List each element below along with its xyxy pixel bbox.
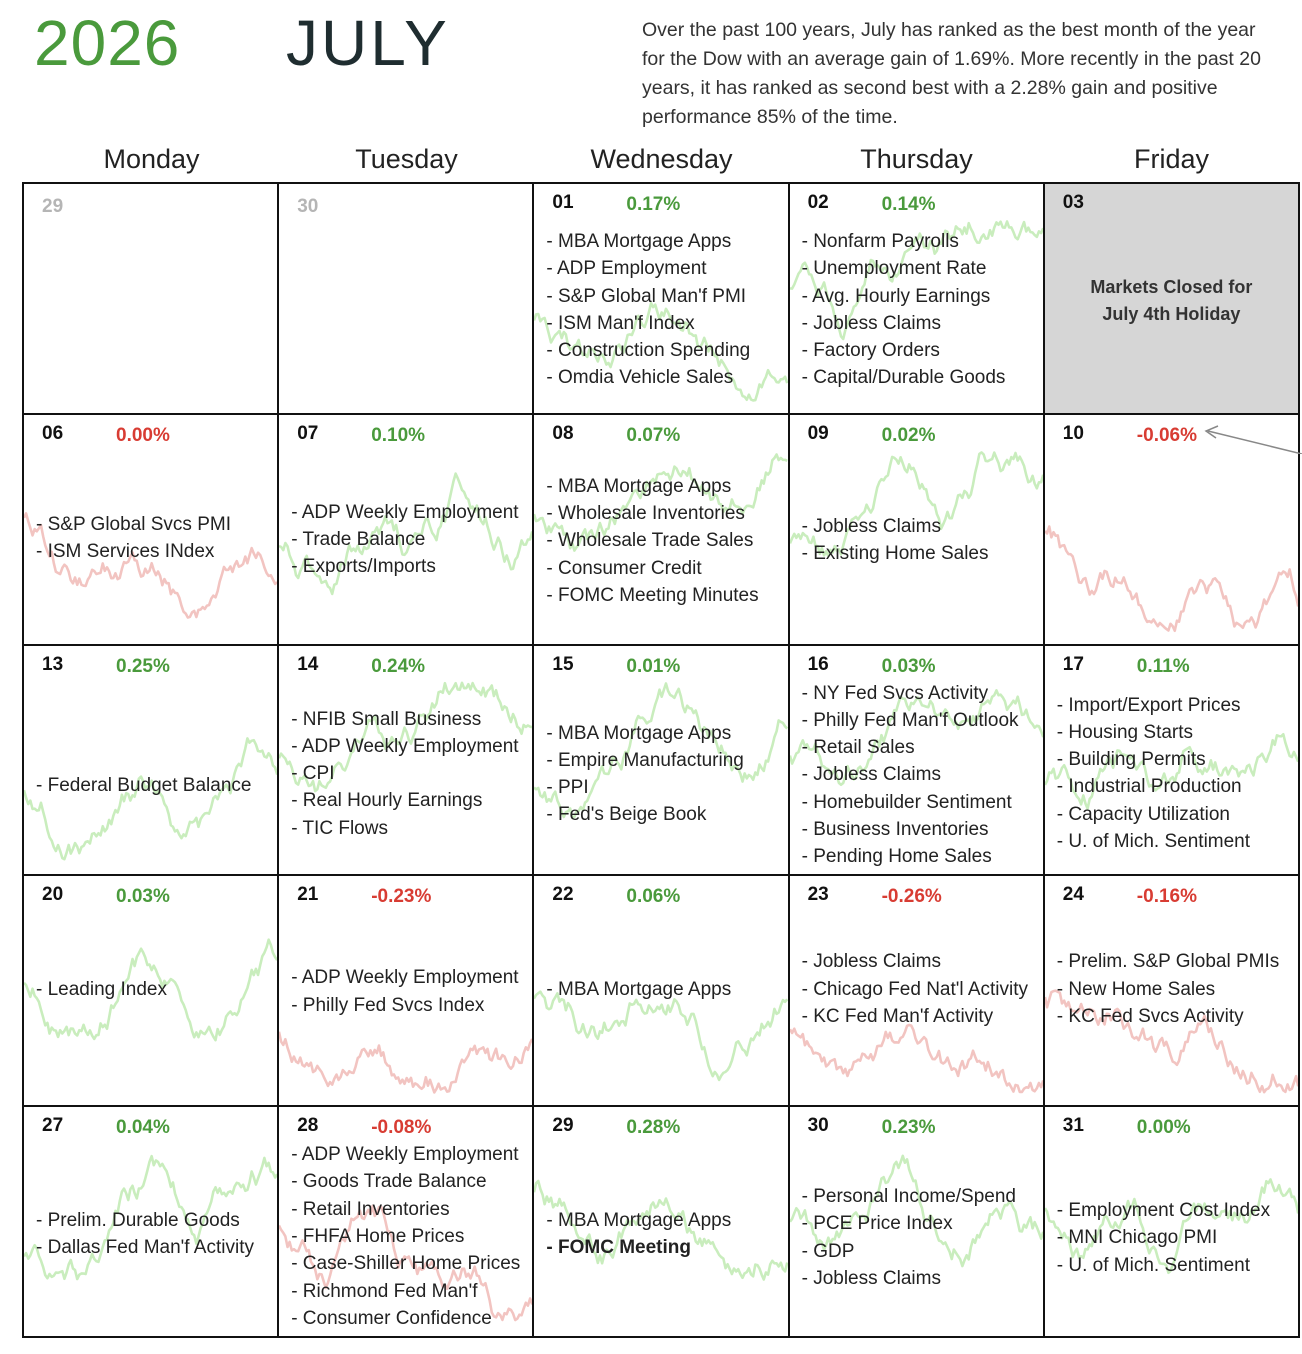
day-cell xyxy=(279,1107,534,1338)
day-number: 03 xyxy=(1062,192,1084,213)
day-cell xyxy=(279,876,534,1107)
year-heading: 2026 xyxy=(34,7,181,79)
market-closed-note: Markets Closed for July 4th Holiday xyxy=(1090,277,1253,324)
economic-event: - Retail Sales xyxy=(801,737,915,759)
economic-event: - KC Fed Svcs Activity xyxy=(1056,1005,1244,1027)
day-number: 14 xyxy=(297,653,319,675)
weekday-thursday: Thursday xyxy=(860,144,973,174)
event-list xyxy=(36,976,273,1003)
day-number: 30 xyxy=(807,1115,829,1137)
event-list xyxy=(36,511,273,566)
day-cell xyxy=(790,184,1045,415)
day-number: 09 xyxy=(807,422,829,444)
day-cell xyxy=(24,415,279,646)
economic-event: - Homebuilder Sentiment xyxy=(801,791,1012,813)
event-list xyxy=(802,1183,1039,1292)
event-list xyxy=(546,228,783,392)
economic-event: - Jobless Claims xyxy=(801,1268,941,1290)
economic-event: - Housing Starts xyxy=(1056,721,1194,743)
annotation-arrow-icon xyxy=(1200,424,1302,454)
avg-change: -0.26% xyxy=(881,886,942,908)
day-cell xyxy=(1045,1107,1300,1338)
avg-change: -0.16% xyxy=(1136,886,1197,908)
economic-event: - Case-Shiller Home Prices xyxy=(291,1253,521,1275)
economic-event: - Empire Manufacturing xyxy=(546,749,744,771)
economic-event: - ADP Weekly Employment xyxy=(291,735,519,757)
event-list xyxy=(546,473,783,609)
economic-event: - Building Permits xyxy=(1056,749,1206,771)
event-list xyxy=(802,680,1039,871)
day-number: 27 xyxy=(42,1115,64,1137)
economic-event: - Construction Spending xyxy=(546,340,751,362)
avg-change: 0.25% xyxy=(116,655,170,677)
event-list xyxy=(802,228,1039,392)
economic-event: - NY Fed Svcs Activity xyxy=(801,682,989,704)
economic-event: - Chicago Fed Nat'l Activity xyxy=(801,978,1029,1000)
weekday-friday: Friday xyxy=(1133,144,1209,174)
day-cell xyxy=(790,1107,1045,1338)
day-cell xyxy=(534,1107,789,1338)
avg-change: 0.06% xyxy=(626,886,681,908)
day-cell xyxy=(279,415,534,646)
economic-event: - ISM Man'f Index xyxy=(546,312,695,334)
day-cell xyxy=(279,184,534,415)
economic-event: - ISM Services INdex xyxy=(36,541,215,563)
economic-event: - Employment Cost Index xyxy=(1056,1200,1271,1222)
economic-event: - CPI xyxy=(291,763,335,785)
economic-event: - TIC Flows xyxy=(291,817,388,839)
avg-change: 0.01% xyxy=(626,655,681,677)
avg-change: 0.17% xyxy=(626,194,681,215)
day-cell xyxy=(1045,184,1300,415)
avg-change: -0.08% xyxy=(371,1117,432,1139)
event-list xyxy=(291,706,528,842)
avg-change: 0.07% xyxy=(626,424,681,446)
economic-event: - Philly Fed Man'f Outlook xyxy=(801,709,1019,731)
economic-event: - Philly Fed Svcs Index xyxy=(291,994,485,1016)
economic-event: - FOMC Meeting xyxy=(546,1237,691,1259)
economic-event: - Import/Export Prices xyxy=(1056,694,1241,716)
day-number: 08 xyxy=(552,422,574,444)
economic-event: - Retail Inventories xyxy=(291,1198,450,1220)
economic-event: - Capacity Utilization xyxy=(1056,803,1230,825)
event-list xyxy=(1057,1197,1294,1279)
day-number: 15 xyxy=(552,653,574,675)
economic-event: - Omdia Vehicle Sales xyxy=(546,367,734,389)
weekday-wednesday: Wednesday xyxy=(590,144,733,174)
month-heading: JULY xyxy=(286,7,450,79)
weekday-tuesday: Tuesday xyxy=(355,144,458,174)
avg-change: 0.24% xyxy=(371,655,426,677)
month-summary: Over the past 100 years, July has ranked as the best month of the year for the Dow with an average gain of 1.69%. More recently in the past 20 years, it has ranked as second best with a 2.28% gain and positive performance 85% of the time. xyxy=(642,19,1261,128)
economic-event: - U. of Mich. Sentiment xyxy=(1056,831,1251,853)
day-cell xyxy=(790,415,1045,646)
economic-event: - Dallas Fed Man'f Activity xyxy=(36,1237,254,1259)
avg-change: 0.03% xyxy=(881,655,936,677)
economic-event: - MBA Mortgage Apps xyxy=(546,475,732,497)
economic-event: - S&P Global Man'f PMI xyxy=(546,285,747,307)
event-list xyxy=(36,772,273,799)
day-number: 31 xyxy=(1062,1115,1084,1137)
day-number: 13 xyxy=(42,653,64,675)
day-number: 30 xyxy=(297,196,319,217)
event-list xyxy=(546,1207,783,1262)
day-number: 07 xyxy=(297,422,319,444)
day-cell xyxy=(24,184,279,415)
avg-change: 0.00% xyxy=(116,424,170,446)
day-cell xyxy=(279,646,534,877)
economic-event: - Factory Orders xyxy=(801,340,940,362)
weekday-monday: Monday xyxy=(103,144,200,174)
avg-change: 0.10% xyxy=(371,424,426,446)
event-list xyxy=(1057,692,1294,856)
economic-event: - NFIB Small Business xyxy=(291,708,482,730)
economic-event: - Avg. Hourly Earnings xyxy=(801,285,991,307)
economic-event: - Prelim. S&P Global PMIs xyxy=(1056,951,1280,973)
day-number: 29 xyxy=(42,196,64,217)
avg-change: 0.02% xyxy=(881,424,936,446)
avg-change: 0.14% xyxy=(881,194,936,215)
economic-event: - S&P Global Svcs PMI xyxy=(36,513,231,535)
day-number: 10 xyxy=(1062,422,1084,444)
economic-event: - Business Inventories xyxy=(801,819,989,841)
economic-event: - ADP Employment xyxy=(546,258,707,280)
economic-event: - MNI Chicago PMI xyxy=(1056,1227,1218,1249)
economic-event: - ADP Weekly Employment xyxy=(291,1144,519,1166)
day-cell xyxy=(1045,876,1300,1107)
economic-event: - KC Fed Man'f Activity xyxy=(801,1005,994,1027)
day-number: 24 xyxy=(1062,884,1084,906)
avg-change: 0.00% xyxy=(1136,1117,1191,1139)
economic-event: - PCE Price Index xyxy=(801,1213,953,1235)
economic-event: - ADP Weekly Employment xyxy=(291,501,519,523)
economic-event: - Wholesale Inventories xyxy=(546,503,745,525)
economic-event: - Prelim. Durable Goods xyxy=(36,1210,240,1232)
event-list xyxy=(802,948,1039,1030)
economic-event: - Real Hourly Earnings xyxy=(291,790,483,812)
economic-event: - MBA Mortgage Apps xyxy=(546,722,732,744)
day-number: 29 xyxy=(552,1115,574,1137)
day-number: 01 xyxy=(552,192,574,213)
day-cell xyxy=(534,184,789,415)
event-list xyxy=(546,720,783,829)
day-cell xyxy=(534,876,789,1107)
economic-event: - Existing Home Sales xyxy=(801,543,989,565)
economic-event: - Nonfarm Payrolls xyxy=(801,231,959,252)
economic-event: - Jobless Claims xyxy=(801,764,941,786)
economic-event: - Richmond Fed Man'f xyxy=(291,1280,478,1302)
event-list xyxy=(36,1207,273,1262)
economic-event: - ADP Weekly Employment xyxy=(291,967,519,989)
economic-event: - Unemployment Rate xyxy=(801,258,987,280)
avg-change: 0.11% xyxy=(1136,655,1190,677)
day-number: 28 xyxy=(297,1115,319,1137)
day-cell xyxy=(790,876,1045,1107)
economic-event: - MBA Mortgage Apps xyxy=(546,979,732,1001)
avg-change: 0.04% xyxy=(116,1117,170,1139)
avg-change: 0.03% xyxy=(116,886,170,908)
sparkline xyxy=(24,646,277,875)
day-number: 17 xyxy=(1062,653,1084,675)
day-number: 22 xyxy=(552,884,574,906)
day-cell xyxy=(790,646,1045,877)
economic-event: - MBA Mortgage Apps xyxy=(546,231,732,252)
economic-event: - Consumer Credit xyxy=(546,557,702,579)
day-number: 02 xyxy=(807,192,829,213)
economic-event: - Capital/Durable Goods xyxy=(801,367,1006,389)
economic-event: - Fed's Beige Book xyxy=(546,804,707,826)
economic-event: - Pending Home Sales xyxy=(801,846,992,868)
calendar-grid xyxy=(22,182,1300,1338)
economic-event: - FHFA Home Prices xyxy=(291,1226,465,1248)
economic-event: - New Home Sales xyxy=(1056,978,1216,1000)
day-cell xyxy=(534,646,789,877)
economic-event: - Jobless Claims xyxy=(801,515,941,537)
economic-event: - Consumer Confidence xyxy=(291,1307,492,1329)
day-cell xyxy=(534,415,789,646)
economic-event: - Personal Income/Spend xyxy=(801,1186,1016,1208)
day-number: 23 xyxy=(807,884,829,906)
day-cell xyxy=(24,646,279,877)
event-list xyxy=(291,964,528,1019)
day-number: 16 xyxy=(807,653,829,675)
economic-event: - Trade Balance xyxy=(291,529,426,551)
day-cell xyxy=(24,876,279,1107)
day-number: 20 xyxy=(42,884,64,906)
economic-event: - U. of Mich. Sentiment xyxy=(1056,1254,1251,1276)
economic-event: - Jobless Claims xyxy=(801,951,941,973)
day-number: 06 xyxy=(42,422,64,444)
avg-change: 0.23% xyxy=(881,1117,936,1139)
economic-event: - MBA Mortgage Apps xyxy=(546,1210,732,1232)
avg-change: 0.28% xyxy=(626,1117,681,1139)
event-list xyxy=(291,1141,528,1332)
economic-event: - GDP xyxy=(801,1240,855,1262)
economic-event: - Federal Budget Balance xyxy=(36,774,252,796)
economic-event: - Exports/Imports xyxy=(291,556,436,578)
avg-change: -0.23% xyxy=(371,886,432,908)
economic-event: - Wholesale Trade Sales xyxy=(546,530,754,552)
event-list xyxy=(291,499,528,581)
day-cell xyxy=(1045,646,1300,877)
economic-event: - Goods Trade Balance xyxy=(291,1171,487,1193)
event-list xyxy=(546,976,783,1003)
economic-event: - Industrial Production xyxy=(1056,776,1242,798)
economic-event: - PPI xyxy=(546,777,589,799)
event-list xyxy=(802,513,1039,568)
day-cell xyxy=(24,1107,279,1338)
economic-event: - Jobless Claims xyxy=(801,312,941,334)
economic-event: - Leading Index xyxy=(36,979,167,1001)
economic-event: - FOMC Meeting Minutes xyxy=(546,584,759,606)
day-number: 21 xyxy=(297,884,319,906)
event-list xyxy=(1057,948,1294,1030)
avg-change: -0.06% xyxy=(1136,424,1197,446)
